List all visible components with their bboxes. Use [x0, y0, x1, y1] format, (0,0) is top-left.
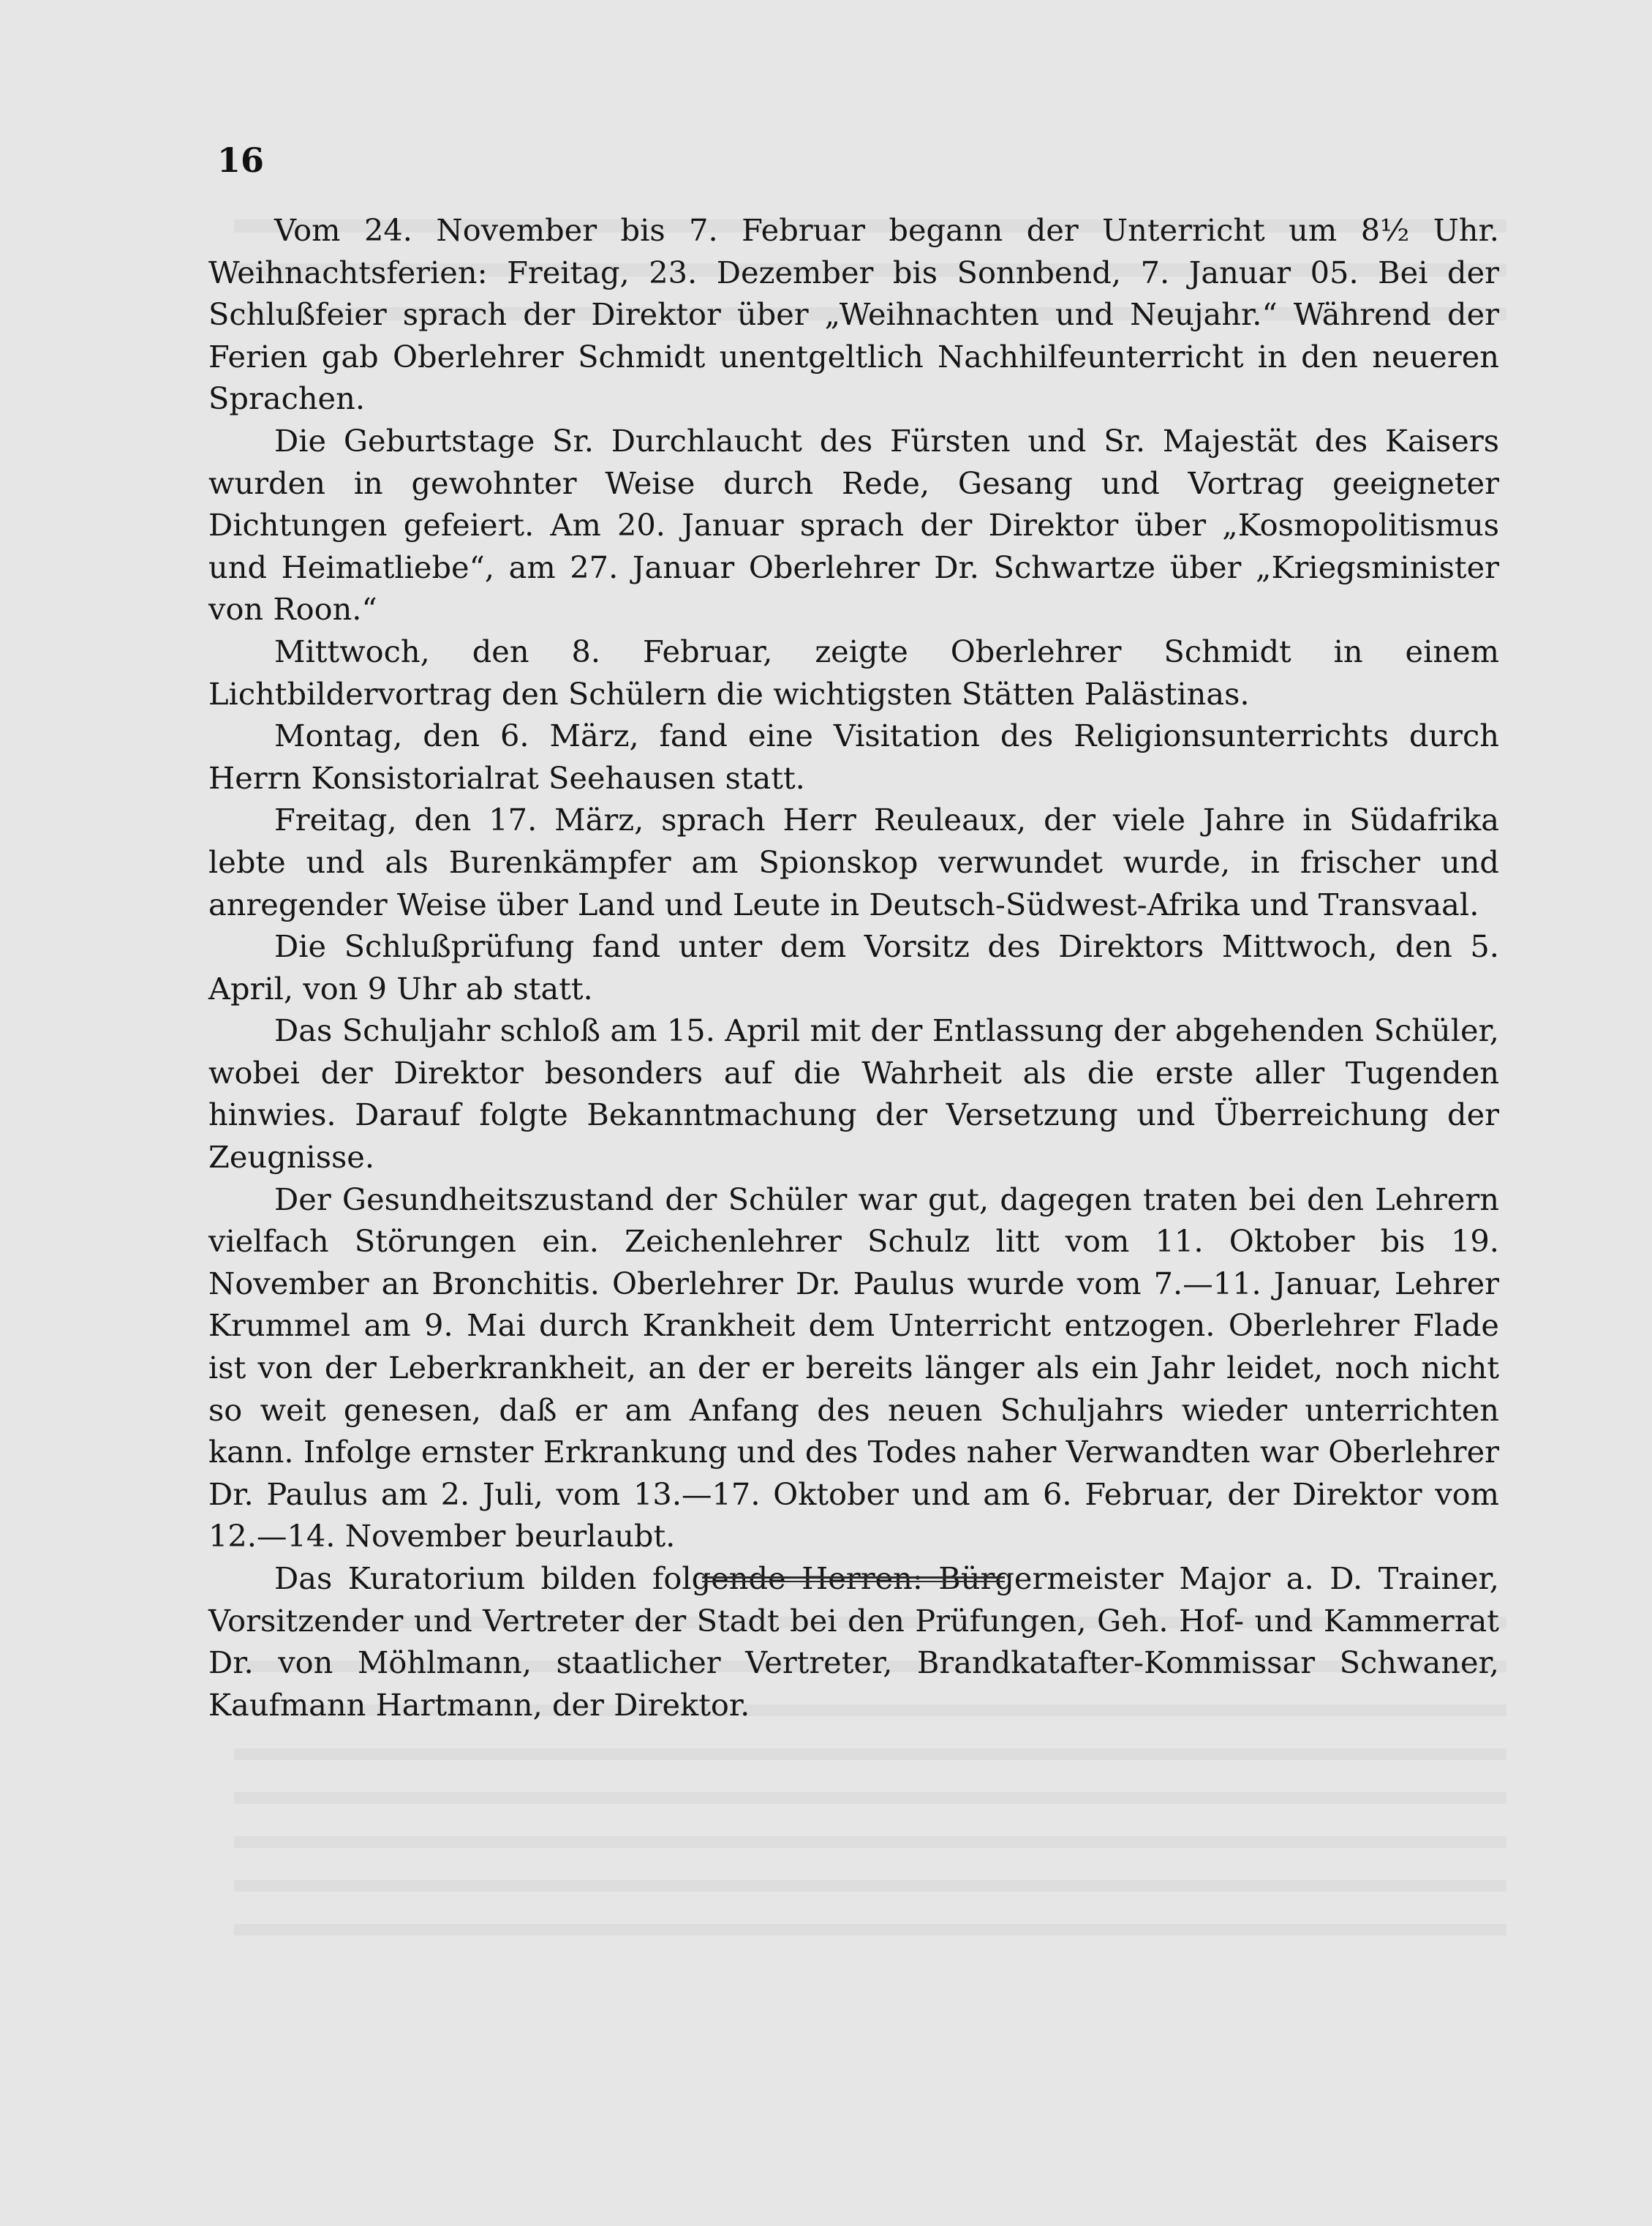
body-text	[208, 209, 1499, 1726]
paragraph-final-exam: Die Schlußprüfung fand unter dem Vorsitz des Direktors Mittwoch, den 5. April, von 9 Uhr ab statt.	[208, 928, 1499, 1007]
paragraph-visitation: Montag, den 6. März, fand eine Visitation des Religionsunterrichts durch Herrn Konsistorialrat Seehausen statt.	[208, 718, 1499, 796]
paragraph-christmas-holidays: Vom 24. November bis 7. Februar begann der Unterricht um 8½ Uhr. Weihnachtsferien: Freitag, 23. Dezember bis Sonnbend, 7. Januar 05. Bei der Schlußfeier sprach der Direktor über „Weihnachten und Neujahr.“ Während der Ferien gab Oberlehrer Schmidt unentgeltlich Nachhilfeunterricht in den neueren Sprachen.	[208, 212, 1499, 417]
paragraph-slide-lecture: Mittwoch, den 8. Februar, zeigte Oberlehrer Schmidt in einem Lichtbildervortrag den Schülern die wichtigsten Stätten Palästinas.	[208, 633, 1499, 712]
section-separator-rule	[702, 1576, 1005, 1582]
paragraph-reuleaux-talk: Freitag, den 17. März, sprach Herr Reuleaux, der viele Jahre in Südafrika lebte und als Burenkämpfer am Spionskop verwundet wurde, in frischer und anregender Weise über Land und Leute in Deutsch-Südwest-Afrika und Transvaal.	[208, 802, 1499, 922]
paragraph-health: Der Gesundheitszustand der Schüler war gut, dagegen traten bei den Lehrern vielfach Störungen ein. Zeichenlehrer Schulz litt vom 11. Oktober bis 19. November an Bronchitis. Oberlehrer Dr. Paulus wurde vom 7.—11. Januar, Lehrer Krummel am 9. Mai durch Krankheit dem Unterricht entzogen. Oberlehrer Flade ist von der Leberkrankheit, an der er bereits länger als ein Jahr leidet, noch nicht so weit genesen, daß er am Anfang des neuen Schuljahrs wieder unterrichten kann. Infolge ernster Erkrankung und des Todes naher Verwandten war Oberlehrer Dr. Paulus am 2. Juli, vom 13.—17. Oktober und am 6. Februar, der Direktor vom 12.—14. November beurlaubt.	[208, 1181, 1499, 1554]
paragraph-school-year-end: Das Schuljahr schloß am 15. April mit der Entlassung der abgehenden Schüler, wobei der Direktor besonders auf die Wahrheit als die erste aller Tugenden hinwies. Darauf folgte Bekanntmachung der Versetzung und Überreichung der Zeugnisse.	[208, 1012, 1499, 1176]
paragraph-board: Das Kuratorium bilden folgende Herren: Bürgermeister Major a. D. Trainer, Vorsitzender und Vertreter der Stadt bei den Prüfungen, Geh. Hof- und Kammerrat Dr. von Möhlmann, staatlicher Vertreter, Brandkatafter-Kommissar Schwaner, Kaufmann Hartmann, der Direktor.	[208, 1560, 1499, 1723]
paragraph-birthdays: Die Geburtstage Sr. Durchlaucht des Fürsten und Sr. Majestät des Kaisers wurden in gewohnter Weise durch Rede, Gesang und Vortrag geeigneter Dichtungen gefeiert. Am 20. Januar sprach der Direktor über „Kosmopolitismus und Heimatliebe“, am 27. Januar Oberlehrer Dr. Schwartze über „Kriegsminister von Roon.“	[208, 422, 1499, 628]
page-number: 16	[217, 140, 265, 180]
